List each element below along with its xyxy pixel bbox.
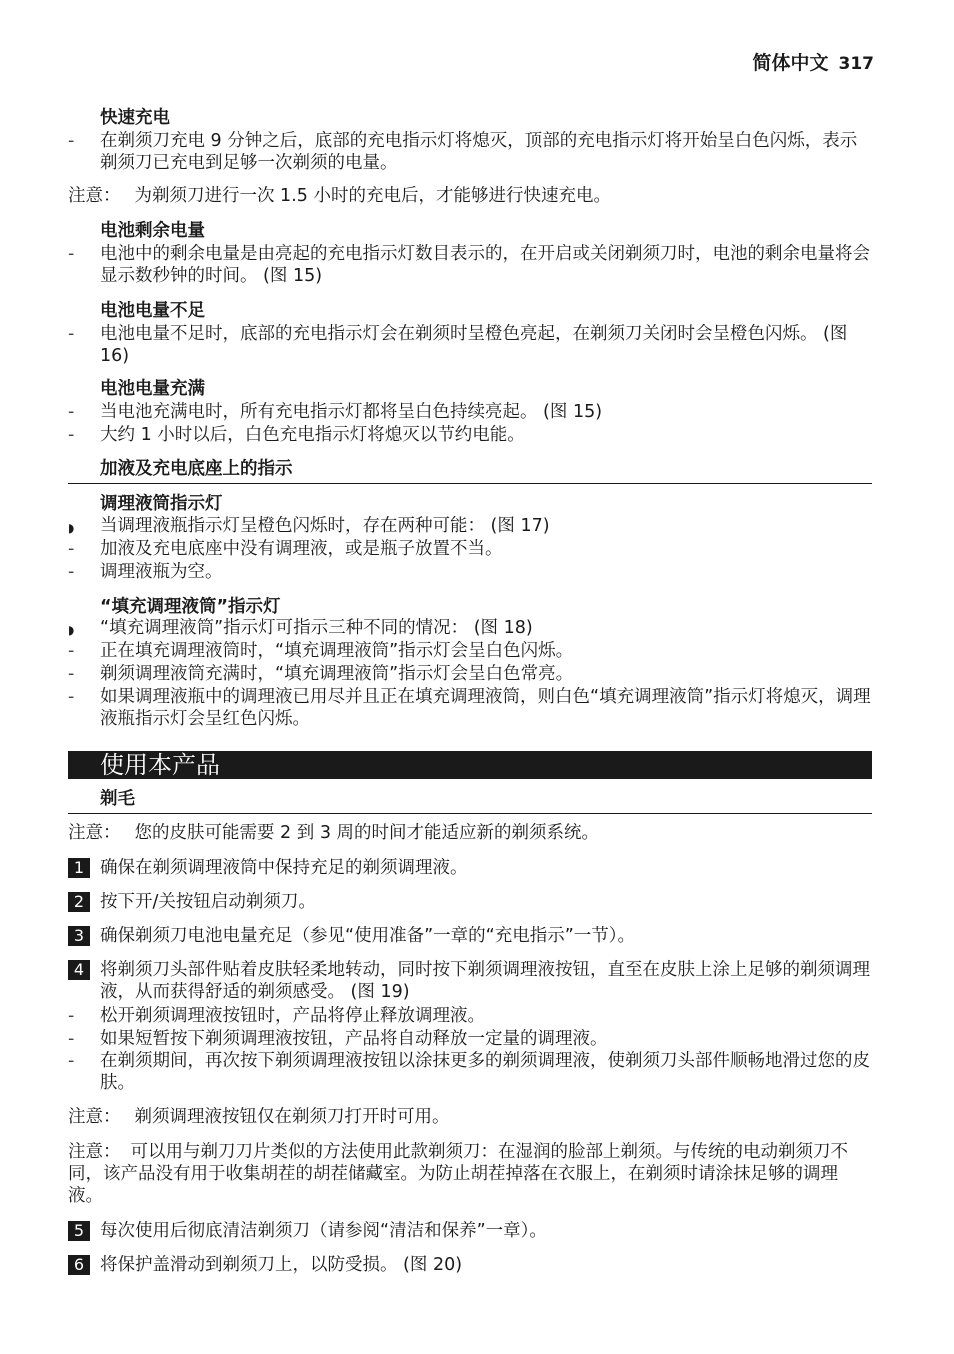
list-item-text: “填充调理液筒”指示灯可指示三种不同的情况： (图 18): [100, 618, 533, 638]
note-text: 您的皮肤可能需要 2 到 3 周的时间才能适应新的剃须系统。: [134, 823, 600, 843]
dash-bullet: -: [68, 664, 75, 684]
note-text: 剃须调理液按钮仅在剃须刀打开时可用。: [134, 1107, 450, 1127]
heading-battery-full: 电池电量充满: [100, 379, 205, 399]
step-text: 将保护盖滑动到剃须刀上，以防受损。 (图 20): [100, 1255, 463, 1275]
list-item: [68, 617, 872, 641]
dash-bullet: -: [68, 562, 75, 582]
list-item-text: 当调理液瓶指示灯呈橙色闪烁时，存在两种可能： (图 17): [100, 516, 550, 536]
step-4: [68, 959, 872, 1003]
dash-bullet: -: [68, 641, 75, 661]
dash-bullet: -: [68, 402, 75, 422]
note-label: 注意：: [68, 823, 121, 843]
list-item-text: 如果调理液瓶中的调理液已用尽并且正在填充调理液筒，则白色“填充调理液筒”指示灯将熄灭，调理液瓶指示灯会呈红色闪烁。: [100, 687, 871, 729]
step-text: 确保在剃须调理液筒中保持充足的剃须调理液。: [100, 858, 468, 878]
note: [68, 822, 872, 844]
step-number: 3: [68, 926, 90, 946]
step-6: [68, 1254, 872, 1276]
list-item-text: 如果短暂按下剃须调理液按钮，产品将自动释放一定量的调理液。: [100, 1029, 608, 1049]
list-item-text: 电池中的剩余电量是由亮起的充电指示灯数目表示的，在开启或关闭剃须刀时，电池的剩余电量将会显示数秒钟的时间。 (图 15): [100, 244, 870, 286]
dash-bullet: -: [68, 687, 75, 707]
heading-cartridge-light: 调理液筒指示灯: [100, 494, 223, 514]
list-item: [68, 663, 872, 685]
step-5: [68, 1220, 872, 1242]
triangle-bullet-icon: ◗: [68, 521, 75, 535]
list-item-text: 大约 1 小时以后，白色充电指示灯将熄灭以节约电能。: [100, 425, 525, 445]
step-number: 1: [68, 858, 90, 878]
dash-bullet: -: [68, 1029, 75, 1049]
dash-bullet: -: [68, 244, 75, 264]
list-item: [68, 1028, 872, 1050]
list-item: [68, 243, 872, 287]
list-item-text: 调理液瓶为空。: [100, 562, 223, 582]
header-language: 简体中文: [752, 52, 829, 74]
page-header: [752, 48, 874, 75]
heading-battery-remaining: 电池剩余电量: [100, 221, 205, 241]
note: [68, 1106, 872, 1128]
list-item-text: 剃须调理液筒充满时，“填充调理液筒”指示灯会呈白色常亮。: [100, 664, 574, 684]
step-number: 2: [68, 892, 90, 912]
step-number: 4: [68, 960, 90, 980]
section-base-indications: [68, 458, 872, 484]
list-item-text: 加液及充电底座中没有调理液，或是瓶子放置不当。: [100, 539, 503, 559]
step-3: [68, 925, 872, 947]
step-2: [68, 891, 872, 913]
section-title: 使用本产品: [100, 751, 220, 779]
list-item-text: 电池电量不足时，底部的充电指示灯会在剃须时呈橙色亮起，在剃须刀关闭时会呈橙色闪烁。 (图 16): [100, 324, 848, 366]
step-text: 按下开/关按钮启动剃须刀。: [100, 892, 316, 912]
list-item-text: 正在填充调理液筒时，“填充调理液筒”指示灯会呈白色闪烁。: [100, 641, 574, 661]
list-item-text: 在剃须刀充电 9 分钟之后，底部的充电指示灯将熄灭，顶部的充电指示灯将开始呈白色闪烁，表示剃须刀已充电到足够一次剃须的电量。: [100, 131, 858, 173]
list-item: [68, 538, 872, 560]
note: [68, 1141, 872, 1207]
dash-bullet: -: [68, 425, 75, 445]
section-shaving: [68, 788, 872, 814]
list-item-text: 在剃须期间，再次按下剃须调理液按钮以涂抹更多的剃须调理液，使剃须刀头部件顺畅地滑过您的皮肤。: [100, 1051, 870, 1093]
step-text: 确保剃须刀电池电量充足（参见“使用准备”一章的“充电指示”一节）。: [100, 926, 636, 946]
list-item: [68, 640, 872, 662]
page-number: 317: [838, 54, 874, 74]
list-item: [68, 686, 872, 730]
dash-bullet: -: [68, 131, 75, 151]
heading-base-indications: 加液及充电底座上的指示: [100, 459, 293, 479]
section-title-band: [68, 751, 872, 779]
list-item: [68, 1050, 872, 1094]
list-item: [68, 424, 872, 446]
list-item-text: 当电池充满电时，所有充电指示灯都将呈白色持续亮起。 (图 15): [100, 402, 603, 422]
note-label: 注意：: [68, 1142, 121, 1162]
dash-bullet: -: [68, 324, 75, 344]
step-text: 将剃须刀头部件贴着皮肤轻柔地转动，同时按下剃须调理液按钮，直至在皮肤上涂上足够的剃须调理液，从而获得舒适的剃须感受。 (图 19): [100, 960, 870, 1002]
dash-bullet: -: [68, 539, 75, 559]
heading-battery-low: 电池电量不足: [100, 301, 205, 321]
step-text: 每次使用后彻底清洁剃须刀（请参阅“清洁和保养”一章）。: [100, 1221, 547, 1241]
list-item: [68, 401, 872, 423]
step-1: [68, 857, 872, 879]
list-item: [68, 561, 872, 583]
dash-bullet: -: [68, 1051, 75, 1071]
list-item: [68, 323, 872, 367]
heading-quick-charge: 快速充电: [100, 108, 170, 128]
note-text: 可以用与剃刀刀片类似的方法使用此款剃须刀：在湿润的脸部上剃须。与传统的电动剃须刀不同，该产品没有用于收集胡茬的胡茬储藏室。为防止胡茬掉落在衣服上，在剃须时请涂抹足够的调理液。: [68, 1142, 848, 1206]
note-label: 注意：: [68, 186, 121, 206]
step-number: 6: [68, 1255, 90, 1275]
heading-fill-light: “填充调理液筒”指示灯: [100, 597, 281, 617]
list-item: [68, 130, 872, 174]
list-item: [68, 1005, 872, 1027]
list-item-text: 松开剃须调理液按钮时，产品将停止释放调理液。: [100, 1006, 485, 1026]
note-label: 注意：: [68, 1107, 121, 1127]
list-item: [68, 515, 872, 539]
step-number: 5: [68, 1221, 90, 1241]
note-text: 为剃须刀进行一次 1.5 小时的充电后，才能够进行快速充电。: [134, 186, 611, 206]
triangle-bullet-icon: ◗: [68, 623, 75, 637]
note: [68, 185, 872, 207]
dash-bullet: -: [68, 1006, 75, 1026]
heading-shaving: 剃毛: [100, 789, 135, 809]
